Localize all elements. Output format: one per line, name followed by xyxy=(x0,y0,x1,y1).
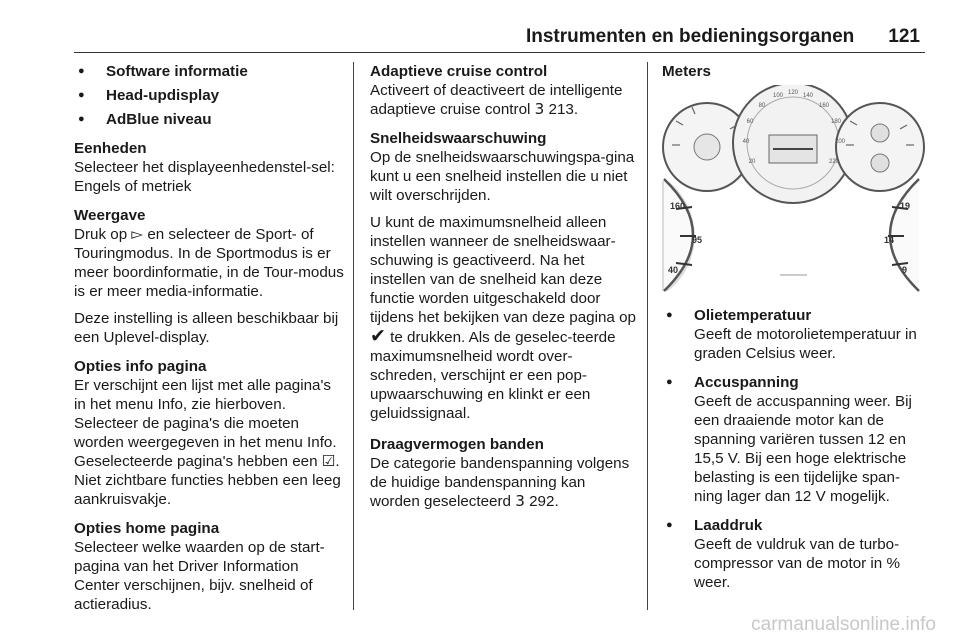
oil-gauge-label: 40 xyxy=(668,265,679,275)
list-item xyxy=(662,373,928,506)
speedo-tick-label: 140 xyxy=(802,93,814,99)
speedo-tick-label: 160 xyxy=(818,103,830,109)
speedo-tick-label: 180 xyxy=(830,119,842,125)
column-2 xyxy=(370,62,636,511)
column-divider-1 xyxy=(353,62,354,610)
checkmark-icon: ✔ xyxy=(370,325,386,347)
voltage-gauge-label: 9 xyxy=(902,265,908,275)
gauge-list xyxy=(662,306,928,592)
voltage-gauge-label: 19 xyxy=(900,201,911,211)
list-item xyxy=(662,516,928,592)
speedo-tick-label: 60 xyxy=(746,119,754,125)
item-text: Geeft de motorolietemperatuur in graden Celsius weer. xyxy=(694,326,917,362)
speedo-tick-label: 40 xyxy=(742,139,750,145)
bullet-list xyxy=(74,62,346,129)
section-text: Op de snelheidswaarschuwingspa-gina kunt u een snelheid instellen die u niet wilt overschrijden. xyxy=(370,149,635,204)
section-heading: Adaptieve cruise control xyxy=(370,63,548,80)
page-reference-icon: 3 xyxy=(515,492,525,510)
section-text: Activeert of deactiveert de intelligente adaptieve cruise control 3 213. xyxy=(370,82,623,118)
list-item: ● AdBlue niveau xyxy=(74,110,346,129)
page-header xyxy=(526,26,920,48)
column-divider-2 xyxy=(647,62,648,610)
oil-gauge-label: 160 xyxy=(670,201,686,211)
list-item xyxy=(662,306,928,363)
section-home xyxy=(74,519,346,614)
section-heading: Draagvermogen banden xyxy=(370,436,544,453)
instrument-cluster-image xyxy=(662,85,925,292)
page-number: 121 xyxy=(888,26,920,47)
page-reference-icon: 3 xyxy=(534,100,545,118)
play-icon: ▻ xyxy=(131,225,144,243)
item-title: ● Laaddruk xyxy=(694,517,763,534)
checkbox-icon: ☑ xyxy=(321,452,336,470)
speedo-tick-label: 220 xyxy=(828,159,840,165)
column-3 xyxy=(662,62,928,602)
section-text: Druk op ▻ en selecteer de Sport- of Touringmodus. In de Sportmodus is er meer boordinformatie, in de Tour-modus is er meer media-informatie. xyxy=(74,225,344,300)
section-text: Er verschijnt een lijst met alle pagina's in het menu Info, zie hierboven. Selecteer de pagina's die moeten worden weergegeven in het menu Info. Geselecteerde pagina's hebben een ☑. Niet zichtbare functies hebben een leeg aankruisvakje. xyxy=(74,377,341,508)
section-text: Deze instelling is alleen beschikbaar bij een Uplevel-display. xyxy=(74,310,339,346)
watermark: carmanualsonline.info xyxy=(751,614,936,635)
section-heading: Eenheden xyxy=(74,140,147,157)
section-text: Selecteer het displayeenhedenstel-sel: Engels of metriek xyxy=(74,159,335,195)
item-text: Geeft de accuspanning weer. Bij een draaiende motor kan de spanning variëren tussen 12 en 15,5 V. Bij een hoge elektrische belasting is een tijdelijke span-ning lager dan 12 V mogelijk. xyxy=(694,393,912,505)
section-heading: Meters xyxy=(662,63,711,80)
section-acc xyxy=(370,62,636,119)
speedo-tick-label: 200 xyxy=(834,139,846,145)
speedo-tick-label: 100 xyxy=(772,93,784,99)
section-weergave xyxy=(74,206,346,347)
section-heading: Weergave xyxy=(74,207,146,224)
item-title: ● Olietemperatuur xyxy=(694,307,812,324)
list-item: ● Software informatie xyxy=(74,62,346,81)
header-title: Instrumenten en bedieningsorganen xyxy=(525,26,855,47)
section-heading: Opties home pagina xyxy=(74,520,220,537)
item-title: ● Accuspanning xyxy=(694,374,799,391)
speedo-tick-label: 80 xyxy=(758,103,766,109)
section-text: U kunt de maximumsnelheid alleen instellen wanneer de snelheidswaar-schuwing is geactiveerd. Na het instellen van de snelheid kan deze functie worden uitgeschakeld door tijdens het bekijken van deze pagina op ✔ te drukken. Als de geselec-teerde maximumsnelheid wordt over-schreden, verschijnt er een pop-upwaarschuwing en klinkt er een geluidssignaal. xyxy=(370,214,636,422)
oil-gauge-label: 95 xyxy=(692,235,703,245)
section-speed xyxy=(370,129,636,423)
section-tyres xyxy=(370,435,636,511)
section-heading: Opties info pagina xyxy=(74,358,207,375)
section-info xyxy=(74,357,346,509)
section-heading: Snelheidswaarschuwing xyxy=(370,130,547,147)
header-rule xyxy=(74,52,925,53)
speedo-tick-label: 20 xyxy=(748,159,756,165)
speedo-tick-label: 120 xyxy=(787,90,799,96)
column-1 xyxy=(74,62,346,614)
section-eenheden xyxy=(74,139,346,196)
section-text: De categorie bandenspanning volgens de huidige bandenspanning kan worden geselecteerd 3 292. xyxy=(370,455,630,510)
item-text: Geeft de vuldruk van de turbo-compressor van de motor in % weer. xyxy=(694,536,900,591)
voltage-gauge-label: 14 xyxy=(884,235,895,245)
section-text: Selecteer welke waarden op de start-pagina van het Driver Information Center verschijnen, bijv. snelheid of actieradius. xyxy=(74,539,325,613)
list-item: ● Head-updisplay xyxy=(74,86,346,105)
